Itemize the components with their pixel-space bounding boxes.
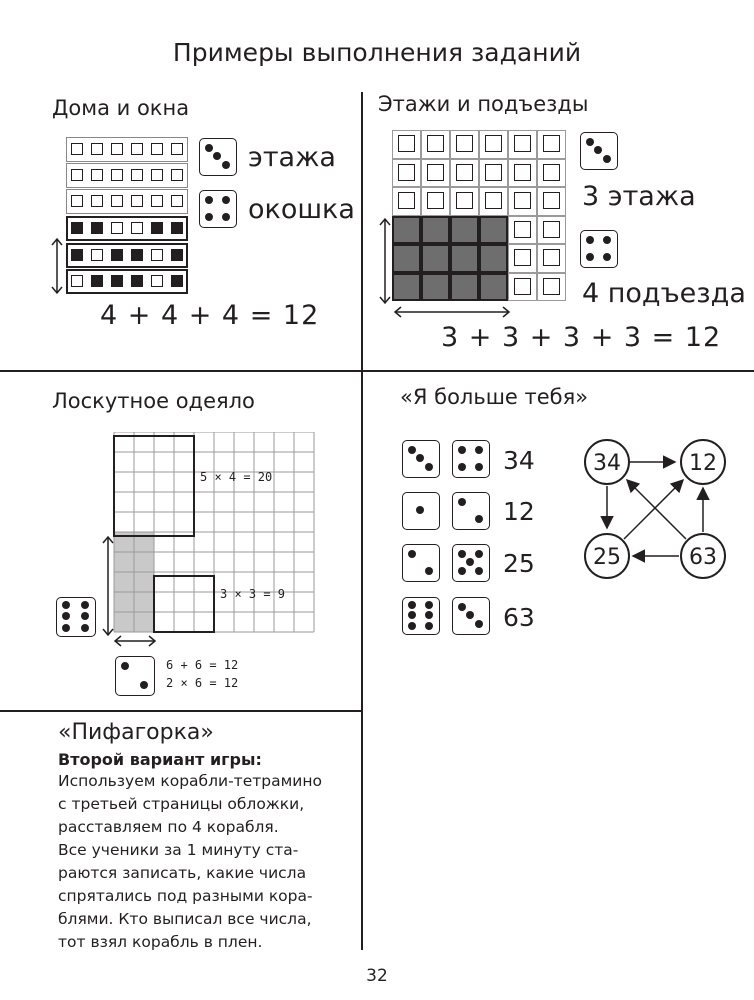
- quilt-label-5x4: 5 × 4 = 20: [200, 470, 273, 484]
- house-window: [111, 275, 123, 287]
- die-quilt-left: [56, 597, 96, 637]
- house-window: [151, 143, 163, 155]
- house-window: [111, 195, 123, 207]
- die-pip: [475, 463, 483, 471]
- die-row4-a: [402, 597, 440, 635]
- horizontal-arrow-floors: [392, 304, 512, 320]
- section-title-bigger: «Я больше тебя»: [400, 385, 589, 409]
- floors-highlight-block: [392, 216, 508, 302]
- die-pip: [408, 550, 416, 558]
- die-pip: [475, 620, 483, 628]
- vertical-arrow-quilt: [98, 534, 118, 638]
- floors-window: [543, 135, 560, 152]
- die-pip: [603, 155, 611, 163]
- house-window: [71, 143, 83, 155]
- pythagoras-line-1: Используем корабли-тетрамино: [58, 772, 322, 790]
- floors-window: [456, 164, 473, 181]
- floors-window: [398, 164, 415, 181]
- die-pip: [603, 253, 611, 261]
- die-pip: [408, 446, 416, 454]
- house-window: [151, 222, 163, 234]
- house-window: [171, 222, 183, 234]
- house-floor-row: [66, 269, 188, 294]
- house-window: [111, 143, 123, 155]
- die-pip: [425, 611, 433, 619]
- floors-window: [543, 221, 560, 238]
- house-window: [71, 195, 83, 207]
- node-12-label: 12: [689, 451, 717, 476]
- floors-window: [514, 164, 531, 181]
- die-row1-b: [452, 440, 490, 478]
- die-pip: [416, 454, 424, 462]
- die-pip: [475, 567, 483, 575]
- die-pip: [121, 662, 129, 670]
- page-title: Примеры выполнения заданий: [172, 38, 582, 67]
- die-pip: [62, 624, 70, 632]
- die-windows-homes: [199, 190, 237, 228]
- floors-window: [514, 135, 531, 152]
- quilt-grid: [110, 432, 322, 638]
- floors-window: [485, 135, 502, 152]
- house-window: [91, 222, 103, 234]
- equation-floors: 3 + 3 + 3 + 3 = 12: [441, 322, 722, 353]
- die-pip: [81, 601, 89, 609]
- house-window: [171, 195, 183, 207]
- die-pip: [475, 446, 483, 454]
- house-floor-row: [66, 137, 188, 162]
- house-window: [131, 275, 143, 287]
- die-pip: [458, 463, 466, 471]
- die-pip: [475, 550, 483, 558]
- die-pip: [586, 253, 594, 261]
- die-pip: [408, 622, 416, 630]
- die-pip: [222, 161, 230, 169]
- house-window: [71, 222, 83, 234]
- floors-window: [485, 192, 502, 209]
- die-pip: [213, 152, 221, 160]
- die-pip: [81, 612, 89, 620]
- die-pip: [425, 567, 433, 575]
- house-window: [111, 249, 123, 261]
- pythagoras-line-8: тот взял корабль в плен.: [58, 933, 263, 951]
- die-pip: [205, 196, 213, 204]
- quilt-eq2: 2 × 6 = 12: [166, 676, 239, 690]
- label-windows-homes: окошка: [248, 194, 355, 225]
- quilt-block-3x3: [154, 576, 214, 632]
- pythagoras-text: [58, 770, 358, 954]
- section-title-pythagoras: «Пифагорка»: [58, 720, 214, 745]
- row4-value: 63: [503, 603, 535, 632]
- die-pip: [205, 144, 213, 152]
- die-floors-homes: [199, 138, 237, 176]
- pythagoras-line-7: блями. Кто выписал все числа,: [58, 910, 312, 928]
- die-row4-b: [452, 597, 490, 635]
- die-pip: [458, 498, 466, 506]
- house-floor-row: [66, 189, 188, 214]
- label-entrances-right: 4 подъезда: [582, 278, 746, 309]
- floors-window: [456, 192, 473, 209]
- house-window: [151, 275, 163, 287]
- pythagoras-subtitle: Второй вариант игры:: [58, 750, 262, 769]
- floors-window: [543, 278, 560, 295]
- die-pip: [140, 681, 148, 689]
- floors-window: [514, 278, 531, 295]
- house-window: [111, 169, 123, 181]
- die-pip: [222, 196, 230, 204]
- die-row3-b: [452, 544, 490, 582]
- house-window: [171, 169, 183, 181]
- die-pip: [62, 612, 70, 620]
- die-row1-a: [402, 440, 440, 478]
- house-window: [131, 222, 143, 234]
- die-entrances-right: [580, 230, 618, 268]
- floors-window: [543, 192, 560, 209]
- die-pip: [416, 506, 424, 514]
- edge-63-34: [627, 480, 686, 539]
- die-floors-right: [580, 132, 618, 170]
- floors-window: [427, 192, 444, 209]
- floors-window: [485, 164, 502, 181]
- die-pip: [475, 515, 483, 523]
- house-floor-row: [66, 243, 188, 268]
- section-title-homes: Дома и окна: [52, 96, 190, 120]
- die-row3-a: [402, 544, 440, 582]
- die-pip: [205, 213, 213, 221]
- house-window: [91, 249, 103, 261]
- house-window: [131, 143, 143, 155]
- house-window: [131, 249, 143, 261]
- die-pip: [425, 463, 433, 471]
- pythagoras-line-3: расставляем по 4 корабля.: [58, 818, 279, 836]
- die-row2-b: [452, 492, 490, 530]
- node-34-label: 34: [593, 451, 621, 476]
- die-pip: [603, 236, 611, 244]
- floors-window: [514, 221, 531, 238]
- house-window: [131, 169, 143, 181]
- die-pip: [408, 601, 416, 609]
- floors-window: [543, 249, 560, 266]
- vertical-divider: [361, 92, 363, 950]
- die-pip: [458, 446, 466, 454]
- die-pip: [458, 567, 466, 575]
- floors-window: [427, 135, 444, 152]
- floors-window: [514, 249, 531, 266]
- house-window: [91, 195, 103, 207]
- die-pip: [222, 213, 230, 221]
- die-pip: [62, 601, 70, 609]
- die-pip: [408, 611, 416, 619]
- floors-window: [543, 164, 560, 181]
- quilt-eq1: 6 + 6 = 12: [166, 658, 239, 672]
- house-window: [111, 222, 123, 234]
- section-title-quilt: Лоскутное одеяло: [52, 389, 255, 413]
- die-pip: [594, 146, 602, 154]
- floors-window: [398, 135, 415, 152]
- horizontal-arrow-quilt: [112, 634, 158, 648]
- house-window: [151, 169, 163, 181]
- house-window: [151, 195, 163, 207]
- house-window: [171, 275, 183, 287]
- vertical-arrow-floors: [375, 216, 395, 306]
- pythagoras-line-6: спрятались под разными кора-: [58, 887, 313, 905]
- horizontal-divider-left-bottom: [0, 710, 362, 712]
- house-window: [71, 275, 83, 287]
- label-floors-right: 3 этажа: [582, 181, 696, 212]
- pythagoras-line-2: с третьей страницы обложки,: [58, 795, 305, 813]
- edge-25-12: [624, 480, 683, 539]
- die-pip: [586, 138, 594, 146]
- die-pip: [458, 603, 466, 611]
- die-pip: [466, 558, 474, 566]
- house-window: [71, 169, 83, 181]
- house-window: [91, 275, 103, 287]
- die-pip: [458, 550, 466, 558]
- floors-window: [427, 164, 444, 181]
- comparison-graph: [572, 428, 732, 588]
- node-63-label: 63: [689, 545, 717, 570]
- pythagoras-line-4: Все ученики за 1 минуту ста-: [58, 841, 299, 859]
- floors-window: [456, 135, 473, 152]
- die-row2-a: [402, 492, 440, 530]
- die-pip: [425, 601, 433, 609]
- node-25-label: 25: [593, 545, 621, 570]
- house-floor-row: [66, 163, 188, 188]
- label-floors-homes: этажа: [248, 142, 336, 173]
- die-pip: [466, 611, 474, 619]
- die-pip: [425, 622, 433, 630]
- floors-window: [514, 192, 531, 209]
- house-window: [71, 249, 83, 261]
- house-window: [91, 169, 103, 181]
- die-pip: [81, 624, 89, 632]
- row3-value: 25: [503, 549, 535, 578]
- row2-value: 12: [503, 497, 535, 526]
- die-pip: [586, 236, 594, 244]
- die-quilt-bottom: [115, 656, 155, 696]
- quilt-label-3x3: 3 × 3 = 9: [220, 587, 286, 601]
- floors-window: [398, 192, 415, 209]
- page-number: 32: [366, 966, 388, 986]
- pythagoras-line-5: раются записать, какие числа: [58, 864, 307, 882]
- horizontal-divider-top: [0, 370, 754, 372]
- house-window: [131, 195, 143, 207]
- section-title-floors: Этажи и подъезды: [378, 92, 589, 116]
- row1-value: 34: [503, 446, 535, 475]
- house-window: [171, 143, 183, 155]
- house-window: [171, 249, 183, 261]
- house-floor-row: [66, 216, 188, 241]
- house-window: [91, 143, 103, 155]
- vertical-arrow-homes: [47, 236, 67, 296]
- house-window: [151, 249, 163, 261]
- equation-homes: 4 + 4 + 4 = 12: [100, 300, 320, 331]
